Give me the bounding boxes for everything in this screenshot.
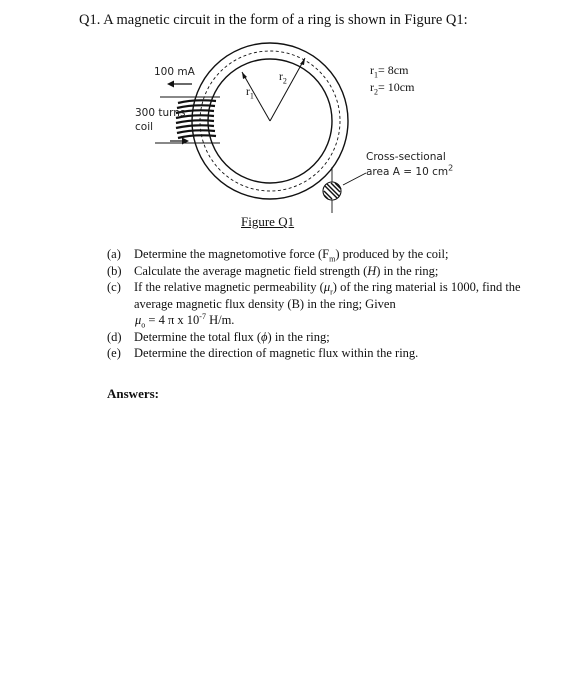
part-b-after: ) in the ring;	[376, 263, 439, 278]
part-a-text	[134, 246, 527, 263]
part-d-before: Determine the total flux (	[134, 329, 262, 344]
part-d	[107, 329, 527, 346]
r1-diagram-symbol: r	[246, 86, 250, 98]
current-arrowhead-top	[167, 81, 174, 88]
permeability-formula	[107, 312, 527, 329]
question-text: A magnetic circuit in the form of a ring is shown in Figure Q1:	[103, 12, 468, 28]
r2-diagram-symbol: r	[279, 71, 283, 83]
current-label: 100 mA	[154, 66, 195, 78]
part-c-before: If the relative magnetic permeability (	[134, 280, 324, 294]
part-a-label: (a)	[107, 247, 121, 261]
area-label-text: area A = 10 cm	[366, 166, 449, 178]
part-c-sub: r	[330, 287, 333, 297]
answers-label: Answers:	[107, 386, 159, 401]
question-parts	[107, 246, 527, 362]
part-c-italic: μ	[323, 280, 331, 294]
r1-diagram-label	[246, 85, 254, 99]
part-b-before: Calculate the average magnetic field strength (	[134, 263, 368, 278]
r1-value-symbol: r	[370, 63, 374, 77]
area-label-line1: Cross-sectional	[366, 151, 446, 163]
part-d-text	[134, 329, 527, 346]
part-b-text	[134, 263, 527, 280]
part-e-label: (e)	[107, 346, 121, 360]
r2-line	[270, 58, 305, 121]
figure-q1	[120, 35, 470, 225]
part-a-after: ) produced by the coil;	[335, 247, 449, 261]
part-b-label: (b)	[107, 263, 122, 278]
area-label-line2	[366, 163, 454, 179]
part-c-label: (c)	[107, 280, 121, 294]
part-d-italic: ϕ	[261, 329, 268, 344]
turns-label-line1: 300 turns	[135, 107, 186, 119]
r2-value-symbol: r	[370, 80, 374, 94]
part-b	[107, 263, 527, 280]
r1-diagram-sub: 1	[249, 91, 254, 101]
r2-value-sub: 2	[374, 87, 378, 97]
part-a-sub: m	[329, 254, 336, 264]
r1-value-label	[370, 63, 408, 78]
r1-value-sub: 1	[374, 70, 378, 80]
r1-value: = 8cm	[378, 63, 409, 77]
part-c	[107, 279, 527, 312]
ring-diagram	[120, 35, 470, 225]
figure-caption: Figure Q1	[241, 214, 295, 229]
part-e-text: Determine the direction of magnetic flux within the ring.	[134, 346, 419, 360]
formula-unit: H/m.	[205, 313, 235, 327]
area-label-sup: 2	[448, 163, 454, 173]
part-a	[107, 246, 527, 263]
formula-sup: -7	[199, 311, 206, 321]
question-number: Q1.	[79, 12, 101, 28]
formula-mu: μ	[135, 313, 142, 327]
question-title	[79, 12, 468, 29]
r2-value-label	[370, 80, 414, 95]
formula-middle: = 4 π x 10	[145, 313, 200, 327]
r2-diagram-label	[279, 70, 287, 84]
part-d-label: (d)	[107, 329, 122, 344]
r1-arrowhead	[242, 72, 247, 79]
part-b-italic: H	[367, 263, 377, 278]
r2-diagram-sub: 2	[282, 76, 287, 86]
part-a-before: Determine the magnetomotive force (F	[134, 247, 330, 261]
formula-sub: o	[141, 320, 146, 330]
turns-label-line2: coil	[135, 121, 154, 133]
cross-section-arrow	[343, 173, 366, 185]
part-e	[107, 345, 527, 362]
part-d-after: ) in the ring;	[267, 329, 330, 344]
part-c-after: ) of the ring material is 1000, find the average magnetic flux density (B) in the ring; Given	[134, 280, 521, 311]
part-c-text	[134, 279, 527, 312]
r2-value: = 10cm	[378, 80, 415, 94]
